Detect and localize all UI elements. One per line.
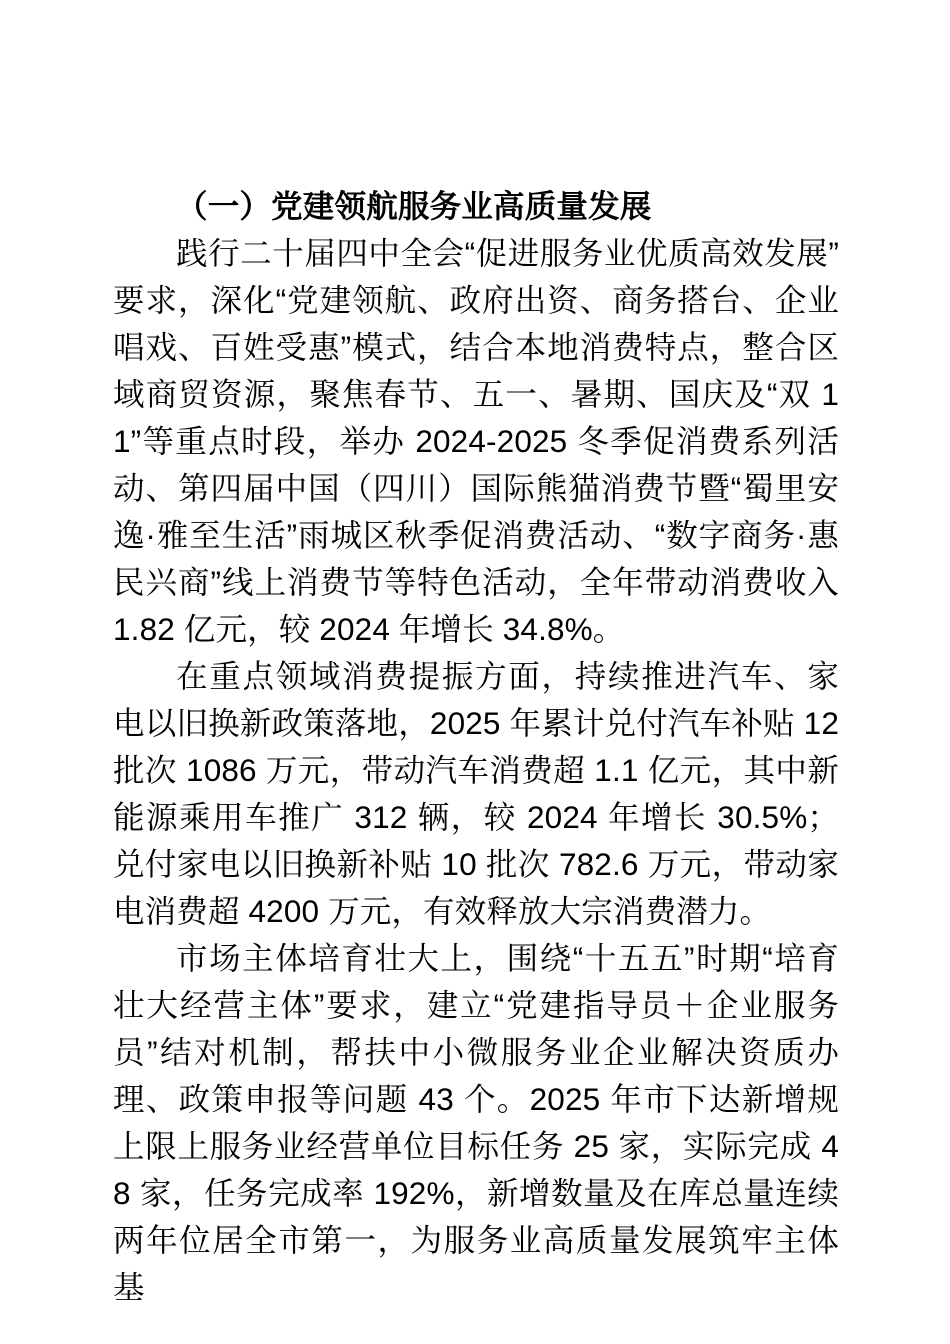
paragraph-2: 在重点领域消费提振方面，持续推进汽车、家电以旧换新政策落地，2025 年累计兑付汽车补贴 12 批次 1086 万元，带动汽车消费超 1.1 亿元，其中新能源乘用车推广 312 辆，较 2024 年增长 30.5%；兑付家电以旧换新补贴 10 批次 782.6 万元，带动家电消费超 4200 万元，有效释放大宗消费潜力。 <box>113 658 839 929</box>
paragraph-3: 市场主体培育壮大上，围绕“十五五”时期“培育壮大经营主体”要求，建立“党建指导员＋企业服务员”结对机制，帮扶中小微服务业企业解决资质办理、政策申报等问题 43 个。2025 年市下达新增规上限上服务业经营单位目标任务 25 家，实际完成 48 家，任务完成率 192%，新增数量及在库总量连续两年位居全市第一，为服务业高质量发展筑牢主体基 <box>113 940 839 1305</box>
paragraph-1: 践行二十届四中全会“促进服务业优质高效发展”要求，深化“党建领航、政府出资、商务搭台、企业唱戏、百姓受惠”模式，结合本地消费特点，整合区域商贸资源，聚焦春节、五一、暑期、国庆及“双 11”等重点时段，举办 2024-2025 冬季促消费系列活动、第四届中国（四川）国际熊猫消费节暨“蜀里安逸·雅至生活”雨城区秋季促消费活动、“数字商务·惠民兴商”线上消费节等特色活动，全年带动消费收入 1.82 亿元，较 2024 年增长 34.8%。 <box>113 235 839 647</box>
document-body <box>113 183 839 1311</box>
section-heading: （一）党建领航服务业高质量发展 <box>176 188 652 224</box>
